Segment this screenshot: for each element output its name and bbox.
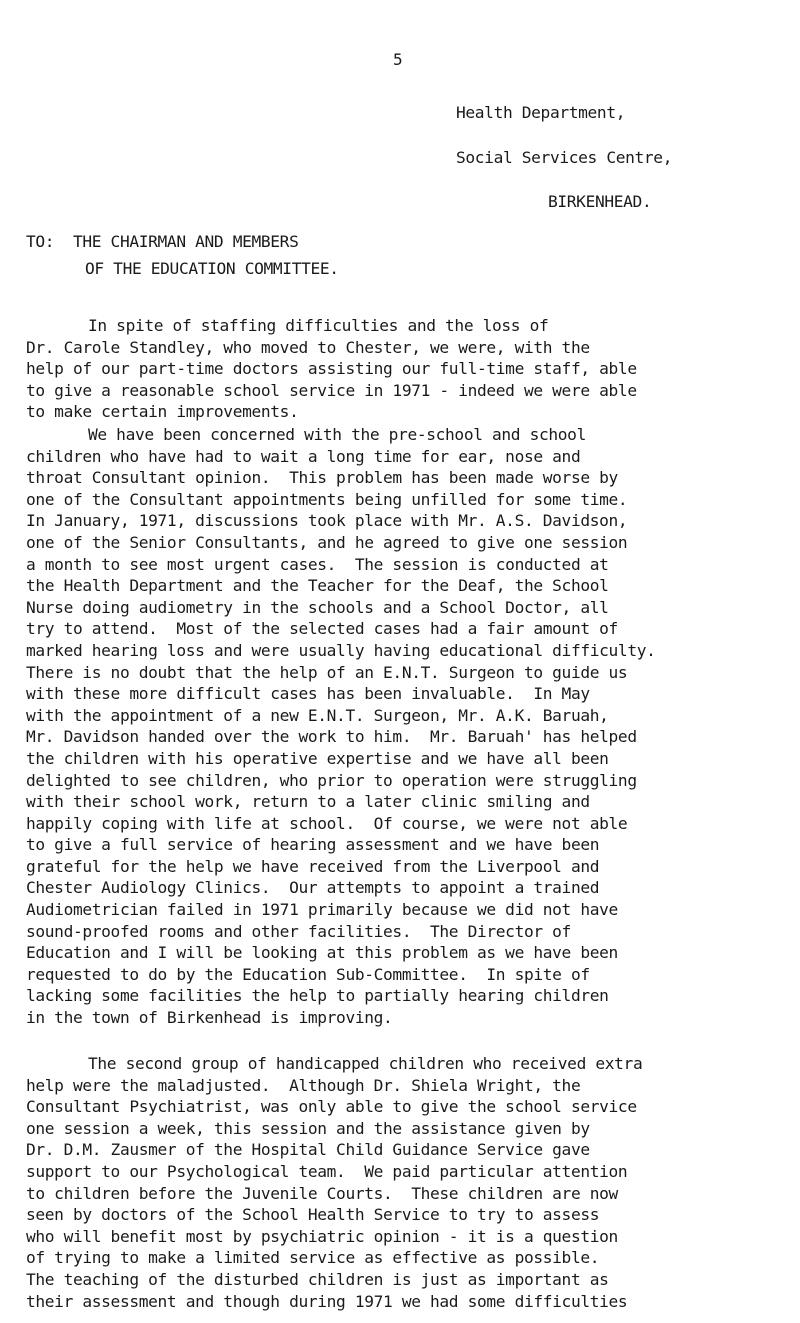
text-line: Dr. Carole Standley, who moved to Chester, we were, with the [26,337,590,357]
page-number: 5 [393,50,403,69]
text-line: Audiometrician failed in 1971 primarily because we did not have [26,900,618,920]
address-line-centre: Social Services Centre, [456,148,673,167]
paragraph-staffing [26,315,798,423]
text-line: happily coping with life at school. Of course, we were not able [26,813,628,833]
text-line: with these more difficult cases has been invaluable. In May [26,684,590,704]
recipient-line-1: TO: THE CHAIRMAN AND MEMBERS [26,232,299,251]
text-line: in the town of Birkenhead is improving. [26,1008,393,1028]
text-line: to make certain improvements. [26,402,299,422]
text-line: The teaching of the disturbed children is just as important as [26,1269,609,1289]
text-line: with the appointment of a new E.N.T. Surgeon, Mr. A.K. Baruah, [26,705,609,725]
address-line-department: Health Department, [456,103,626,122]
text-line: a month to see most urgent cases. The session is conducted at [26,554,609,574]
recipient-line-2: OF THE EDUCATION COMMITTEE. [85,259,339,278]
text-line: The second group of handicapped children who received extra [88,1054,643,1073]
text-line: the children with his operative expertise and we have all been [26,748,609,768]
text-line: help of our part-time doctors assisting our full-time staff, able [26,359,637,379]
text-line: marked hearing loss and were usually having educational difficulty. [26,640,656,660]
paragraph-maladjusted [26,1053,798,1312]
text-line: their assessment and though during 1971 we had some difficulties [26,1291,628,1311]
text-line: of trying to make a limited service as effective as possible. [26,1248,600,1268]
text-line: lacking some facilities the help to partially hearing children [26,986,609,1006]
address-line-town: BIRKENHEAD. [548,192,652,211]
text-line: one of the Consultant appointments being unfilled for some time. [26,489,628,509]
text-line: support to our Psychological team. We paid particular attention [26,1161,628,1181]
text-line: In January, 1971, discussions took place with Mr. A.S. Davidson, [26,511,628,531]
text-line: grateful for the help we have received from the Liverpool and [26,856,600,876]
text-line: seen by doctors of the School Health Service to try to assess [26,1205,600,1225]
text-line: children who have had to wait a long time for ear, nose and [26,446,581,466]
text-line: delighted to see children, who prior to operation were struggling [26,770,637,790]
text-line: to children before the Juvenile Courts. These children are now [26,1183,618,1203]
text-line: Dr. D.M. Zausmer of the Hospital Child Guidance Service gave [26,1140,590,1160]
text-line: who will benefit most by psychiatric opinion - it is a question [26,1226,618,1246]
text-line: Education and I will be looking at this problem as we have been [26,943,618,963]
text-line: to give a full service of hearing assessment and we have been [26,835,600,855]
text-line: Mr. Davidson handed over the work to him. Mr. Baruah' has helped [26,727,637,747]
text-line: try to attend. Most of the selected cases had a fair amount of [26,619,618,639]
paragraph-hearing [26,424,798,1029]
text-line: to give a reasonable school service in 1971 - indeed we were able [26,380,637,400]
text-line: the Health Department and the Teacher for the Deaf, the School [26,576,609,596]
recipient-block [26,228,339,282]
text-line: We have been concerned with the pre-school and school [88,425,586,444]
text-line: one of the Senior Consultants, and he agreed to give one session [26,532,628,552]
text-line: Consultant Psychiatrist, was only able to give the school service [26,1097,637,1117]
text-line: Chester Audiology Clinics. Our attempts to appoint a trained [26,878,600,898]
text-line: requested to do by the Education Sub-Committee. In spite of [26,964,590,984]
text-line: In spite of staffing difficulties and the loss of [88,316,549,335]
text-line: one session a week, this session and the assistance given by [26,1118,590,1138]
text-line: with their school work, return to a later clinic smiling and [26,792,590,812]
text-line: Nurse doing audiometry in the schools and a School Doctor, all [26,597,609,617]
text-line: help were the maladjusted. Although Dr. Shiela Wright, the [26,1075,581,1095]
text-line: throat Consultant opinion. This problem has been made worse by [26,468,618,488]
text-line: There is no doubt that the help of an E.N.T. Surgeon to guide us [26,662,628,682]
text-line: sound-proofed rooms and other facilities. The Director of [26,921,571,941]
